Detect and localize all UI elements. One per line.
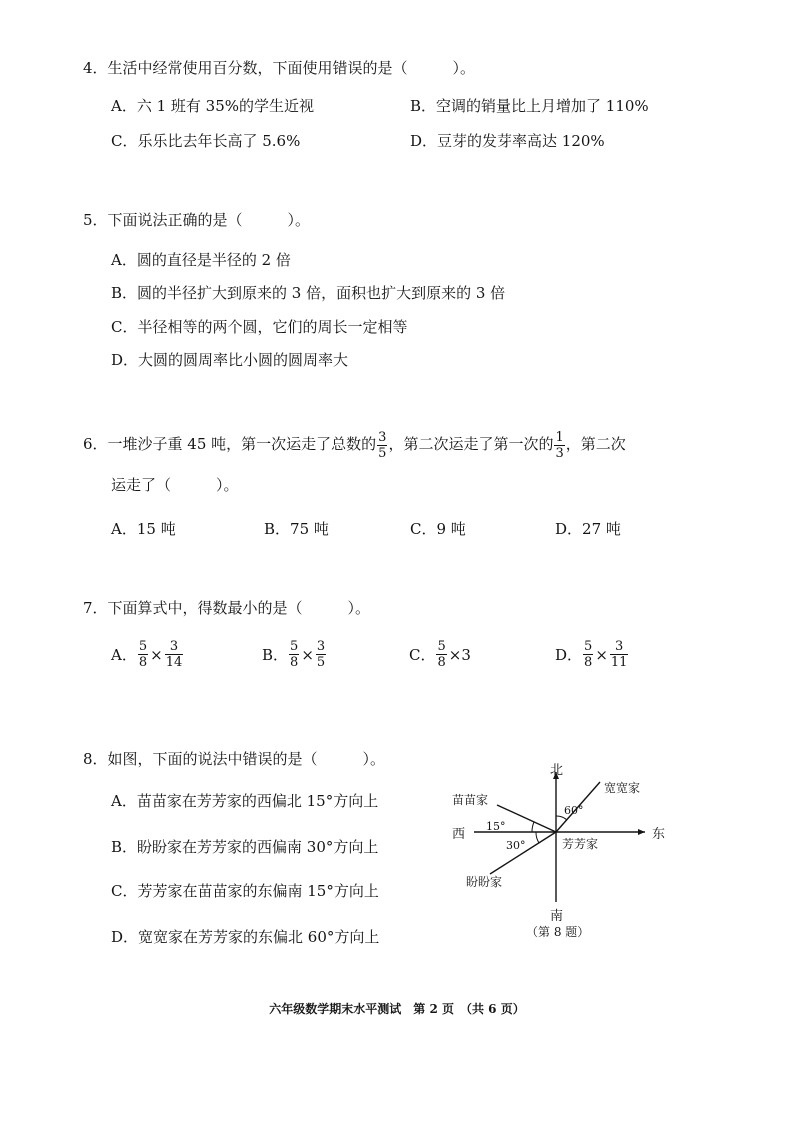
angle-arc-30: [536, 832, 539, 843]
question-8-option-b: B．盼盼家在芳芳家的西偏南 30°方向上: [111, 838, 379, 856]
label-west: 西: [452, 827, 466, 842]
question-6-stem-line2: 运走了（ ）。: [111, 476, 239, 494]
question-5-option-c: C．半径相等的两个圆，它们的周长一定相等: [111, 318, 408, 336]
question-4-stem: 4．生活中经常使用百分数，下面使用错误的是（ ）。: [83, 59, 476, 77]
page-footer: 六年级数学期末水平测试 第 2 页 （共 6 页）: [269, 1002, 525, 1016]
question-8-option-c: C．芳芳家在苗苗家的东偏南 15°方向上: [111, 882, 379, 900]
question-8-option-a: A．苗苗家在芳芳家的西偏北 15°方向上: [111, 792, 379, 810]
question-4-option-b: B．空调的销量比上月增加了 110%: [410, 97, 649, 115]
label-angle-15: 15°: [486, 820, 506, 833]
question-5-stem: 5．下面说法正确的是（ ）。: [83, 211, 311, 229]
question-7-option-c: C． $\frac{5}{8}$ ×3: [409, 639, 471, 670]
direction-diagram: [440, 752, 680, 942]
label-panpan: 盼盼家: [466, 875, 503, 889]
label-fangfang: 芳芳家: [562, 837, 599, 851]
question-6-stem-part3: ，第二次: [565, 435, 626, 453]
question-6-option-d: D．27 吨: [555, 520, 621, 538]
label-south: 南: [550, 909, 564, 924]
label-angle-30: 30°: [506, 839, 526, 852]
question-5-option-a: A．圆的直径是半径的 2 倍: [111, 251, 291, 269]
question-7-option-a: A． $\frac{5}{8}$ × $\frac{3}{14}$: [111, 639, 183, 670]
label-north: 北: [550, 763, 564, 778]
label-kuankuan: 宽宽家: [604, 781, 641, 795]
question-4-option-d: D．豆芽的发芽率高达 120%: [410, 132, 605, 150]
question-6-option-b: B．75 吨: [264, 520, 329, 538]
question-6-stem-part2: ，第二次运走了第一次的: [388, 435, 554, 453]
label-angle-60: 60°: [564, 804, 584, 817]
question-5-option-d: D．大圆的圆周率比小圆的圆周率大: [111, 351, 349, 369]
label-east: 东: [652, 827, 666, 842]
question-6-option-a: A．15 吨: [111, 520, 176, 538]
fraction-three-fifths: $\frac{3}{5}$: [378, 429, 387, 461]
label-miaomiao: 苗苗家: [452, 793, 489, 807]
angle-arc-15: [532, 822, 534, 832]
question-8-stem: 8．如图，下面的说法中错误的是（ ）。: [83, 750, 386, 768]
question-7-stem: 7．下面算式中，得数最小的是（ ）。: [83, 599, 371, 617]
question-4-option-a: A．六 1 班有 35%的学生近视: [111, 97, 315, 115]
question-8-option-d: D．宽宽家在芳芳家的东偏北 60°方向上: [111, 928, 380, 946]
question-4-option-c: C．乐乐比去年长高了 5.6%: [111, 132, 301, 150]
fraction-one-third: $\frac{1}{3}$: [555, 429, 564, 461]
question-6-option-c: C．9 吨: [410, 520, 466, 538]
miaomiao-ray: [497, 805, 556, 832]
diagram-caption: （第 8 题）: [526, 925, 590, 939]
question-6-stem-part1: 6．一堆沙子重 45 吨，第一次运走了总数的: [83, 435, 377, 453]
question-7-option-b: B． $\frac{5}{8}$ × $\frac{3}{5}$: [262, 639, 326, 670]
question-5-option-b: B．圆的半径扩大到原来的 3 倍，面积也扩大到原来的 3 倍: [111, 284, 506, 302]
question-6-stem-line1: [83, 426, 626, 462]
question-7-option-d: D． $\frac{5}{8}$ × $\frac{3}{11}$: [555, 639, 628, 670]
